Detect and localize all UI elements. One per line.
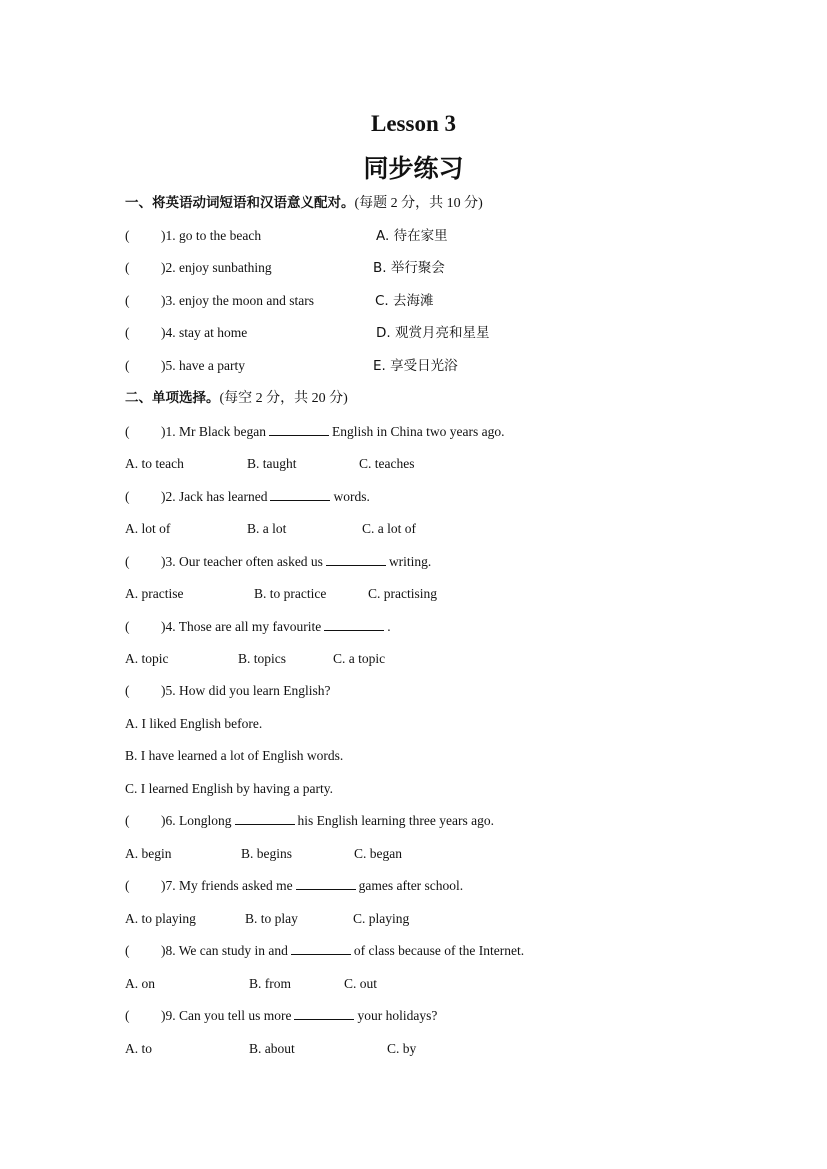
question-8 <box>125 943 524 959</box>
option-a: A. begin <box>125 846 172 861</box>
option-b: B. taught <box>247 456 297 471</box>
option-b: B. I have learned a lot of English words. <box>125 748 344 763</box>
answer-paren[interactable]: ( <box>125 489 130 504</box>
match-phrase: )2. enjoy sunbathing <box>161 260 272 275</box>
match-option-c: C. 去海滩 <box>375 293 434 309</box>
option-a: A. topic <box>125 651 169 666</box>
answer-paren[interactable]: ( <box>125 358 130 373</box>
question-text: )5. How did you learn English? <box>161 683 331 698</box>
option-b: B. topics <box>238 651 287 666</box>
answer-blank[interactable] <box>270 489 330 501</box>
question-text-end: his English learning three years ago. <box>297 813 494 828</box>
answer-blank[interactable] <box>296 878 356 890</box>
option-b: B. about <box>249 1041 295 1056</box>
option-c: C. playing <box>353 911 410 926</box>
option-a: A. to teach <box>125 456 184 471</box>
question-text-end: your holidays? <box>357 1008 438 1023</box>
match-phrase: )1. go to the beach <box>161 228 262 243</box>
question-text-end: . <box>387 619 391 634</box>
question-text-end: of class because of the Internet. <box>353 943 525 958</box>
answer-blank[interactable] <box>269 424 329 436</box>
answer-blank[interactable] <box>294 1008 354 1020</box>
question-6 <box>125 813 494 829</box>
match-phrase: )4. stay at home <box>161 325 248 340</box>
question-text: )8. We can study in and <box>161 943 288 958</box>
question-text: )6. Longlong <box>161 813 232 828</box>
option-b: B. from <box>249 976 291 991</box>
option-a: A. to playing <box>125 911 196 926</box>
question-1 <box>125 424 504 440</box>
question-text-end: words. <box>333 489 370 504</box>
option-c: C. teaches <box>359 456 415 471</box>
section-1-heading <box>125 195 483 212</box>
match-phrase: )3. enjoy the moon and stars <box>161 293 314 308</box>
option-a: A. to <box>125 1041 152 1056</box>
question-text-end: games after school. <box>358 878 464 893</box>
question-2 <box>125 489 370 505</box>
section-2-title: 二、单项选择。 <box>125 390 220 406</box>
section-2-heading <box>125 390 348 407</box>
answer-paren[interactable]: ( <box>125 424 130 439</box>
match-item-3 <box>125 293 314 309</box>
option-b: B. to play <box>245 911 298 926</box>
match-option-a: A. 待在家里 <box>376 228 448 244</box>
option-c: C. by <box>387 1041 417 1056</box>
page-title: Lesson 3 <box>371 111 456 136</box>
answer-paren[interactable]: ( <box>125 554 130 569</box>
question-text: )1. Mr Black began <box>161 424 266 439</box>
section-2-note: (每空 2 分，共 20 分) <box>219 391 348 406</box>
answer-paren[interactable]: ( <box>125 813 130 828</box>
answer-paren[interactable]: ( <box>125 260 130 275</box>
option-a: A. practise <box>125 586 184 601</box>
answer-paren[interactable]: ( <box>125 293 130 308</box>
page-subtitle: 同步练习 <box>363 154 464 183</box>
question-text: )2. Jack has learned <box>161 489 268 504</box>
match-option-b: B. 举行聚会 <box>373 260 445 276</box>
match-phrase: )5. have a party <box>161 358 245 373</box>
option-a: A. I liked English before. <box>125 716 263 731</box>
question-text: )4. Those are all my favourite <box>161 619 322 634</box>
match-option-d: D. 观赏月亮和星星 <box>376 325 490 341</box>
match-item-2 <box>125 260 272 276</box>
question-text: )9. Can you tell us more <box>161 1008 292 1023</box>
option-c: C. began <box>354 846 402 861</box>
question-text-end: English in China two years ago. <box>331 424 505 439</box>
answer-paren[interactable]: ( <box>125 943 130 958</box>
option-b: B. begins <box>241 846 293 861</box>
section-1-note: (每题 2 分，共 10 分) <box>354 196 483 211</box>
answer-paren[interactable]: ( <box>125 619 130 634</box>
answer-paren[interactable]: ( <box>125 1008 130 1023</box>
match-item-5 <box>125 358 245 374</box>
option-a: A. lot of <box>125 521 171 536</box>
option-a: A. on <box>125 976 155 991</box>
question-5 <box>125 683 330 699</box>
question-4 <box>125 619 391 635</box>
question-text: )7. My friends asked me <box>161 878 293 893</box>
answer-paren[interactable]: ( <box>125 228 130 243</box>
option-c: C. a topic <box>333 651 386 666</box>
option-c: C. a lot of <box>362 521 416 536</box>
answer-paren[interactable]: ( <box>125 683 130 698</box>
question-7 <box>125 878 463 894</box>
question-text-end: writing. <box>388 554 432 569</box>
match-option-e: E. 享受日光浴 <box>373 358 458 374</box>
match-item-4 <box>125 325 247 341</box>
option-c: C. out <box>344 976 378 991</box>
option-c: C. practising <box>368 586 437 601</box>
question-9 <box>125 1008 437 1024</box>
match-item-1 <box>125 228 261 244</box>
answer-blank[interactable] <box>326 554 386 566</box>
question-3 <box>125 554 431 570</box>
option-b: B. to practice <box>254 586 327 601</box>
answer-paren[interactable]: ( <box>125 325 130 340</box>
option-b: B. a lot <box>247 521 287 536</box>
option-c: C. I learned English by having a party. <box>125 781 333 796</box>
answer-blank[interactable] <box>324 619 384 631</box>
question-text: )3. Our teacher often asked us <box>161 554 323 569</box>
answer-blank[interactable] <box>235 813 295 825</box>
answer-blank[interactable] <box>291 943 351 955</box>
section-1-title: 一、将英语动词短语和汉语意义配对。 <box>125 195 355 211</box>
answer-paren[interactable]: ( <box>125 878 130 893</box>
